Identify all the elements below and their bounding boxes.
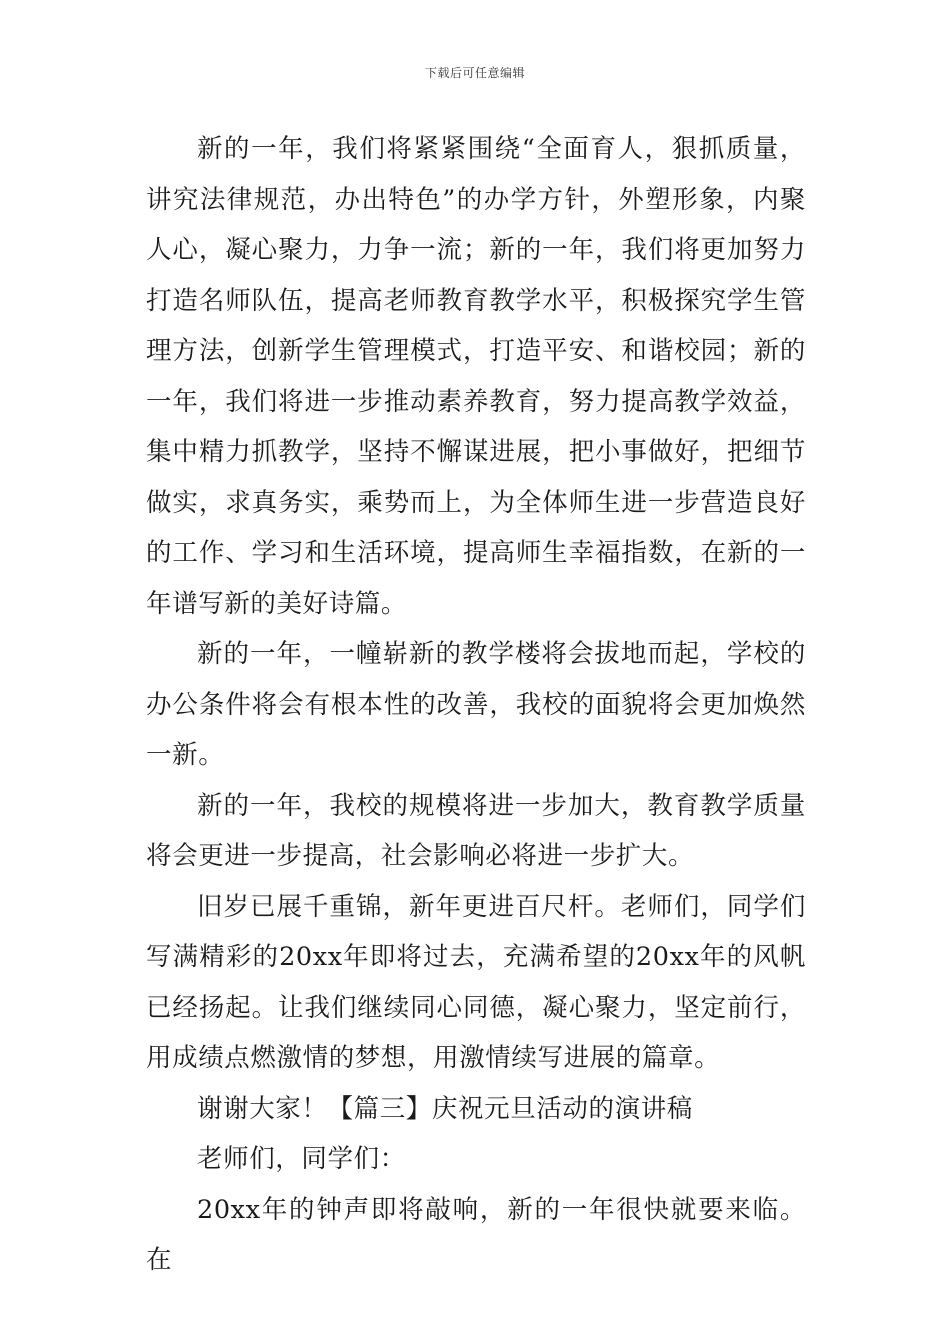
paragraph-2: 新的一年，一幢崭新的教学楼将会拔地而起，学校的办公条件将会有根本性的改善，我校的面貌将会更加焕然一新。 <box>146 639 806 770</box>
paragraph-5: 谢谢大家！【篇三】庆祝元旦活动的演讲稿 <box>197 1093 693 1124</box>
paragraph-7: 20xx年的钟声即将敲响，新的一年很快就要来临。在 <box>146 1194 806 1275</box>
paragraph-3: 新的一年，我校的规模将进一步加大，教育教学质量将会更进一步提高，社会影响必将进一步扩大。 <box>146 790 806 871</box>
document-body <box>146 124 806 1286</box>
paragraph-1: 新的一年，我们将紧紧围绕“全面育人，狠抓质量，讲究法律规范，办出特色”的办学方针，外塑形象，内聚人心，凝心聚力，力争一流；新的一年，我们将更加努力打造名师队伍，提高老师教育教学水平，积极探究学生管理方法，创新学生管理模式，打造平安、和谐校园；新的一年，我们将进一步推动素养教育，努力提高教学效益，集中精力抓教学，坚持不懈谋进展，把小事做好，把细节做实，求真务实，乘势而上，为全体师生进一步营造良好的工作、学习和生活环境，提高师生幸福指数，在新的一年谱写新的美好诗篇。 <box>146 134 806 619</box>
paragraph-4: 旧岁已展千重锦，新年更进百尺杆。老师们，同学们写满精彩的20xx年即将过去，充满希望的20xx年的风帆已经扬起。让我们继续同心同德，凝心聚力，坚定前行，用成绩点燃激情的梦想，用激情续写进展的篇章。 <box>146 891 806 1073</box>
page-header: 下载后可任意编辑 <box>424 66 525 80</box>
paragraph-6: 老师们，同学们： <box>197 1144 406 1174</box>
